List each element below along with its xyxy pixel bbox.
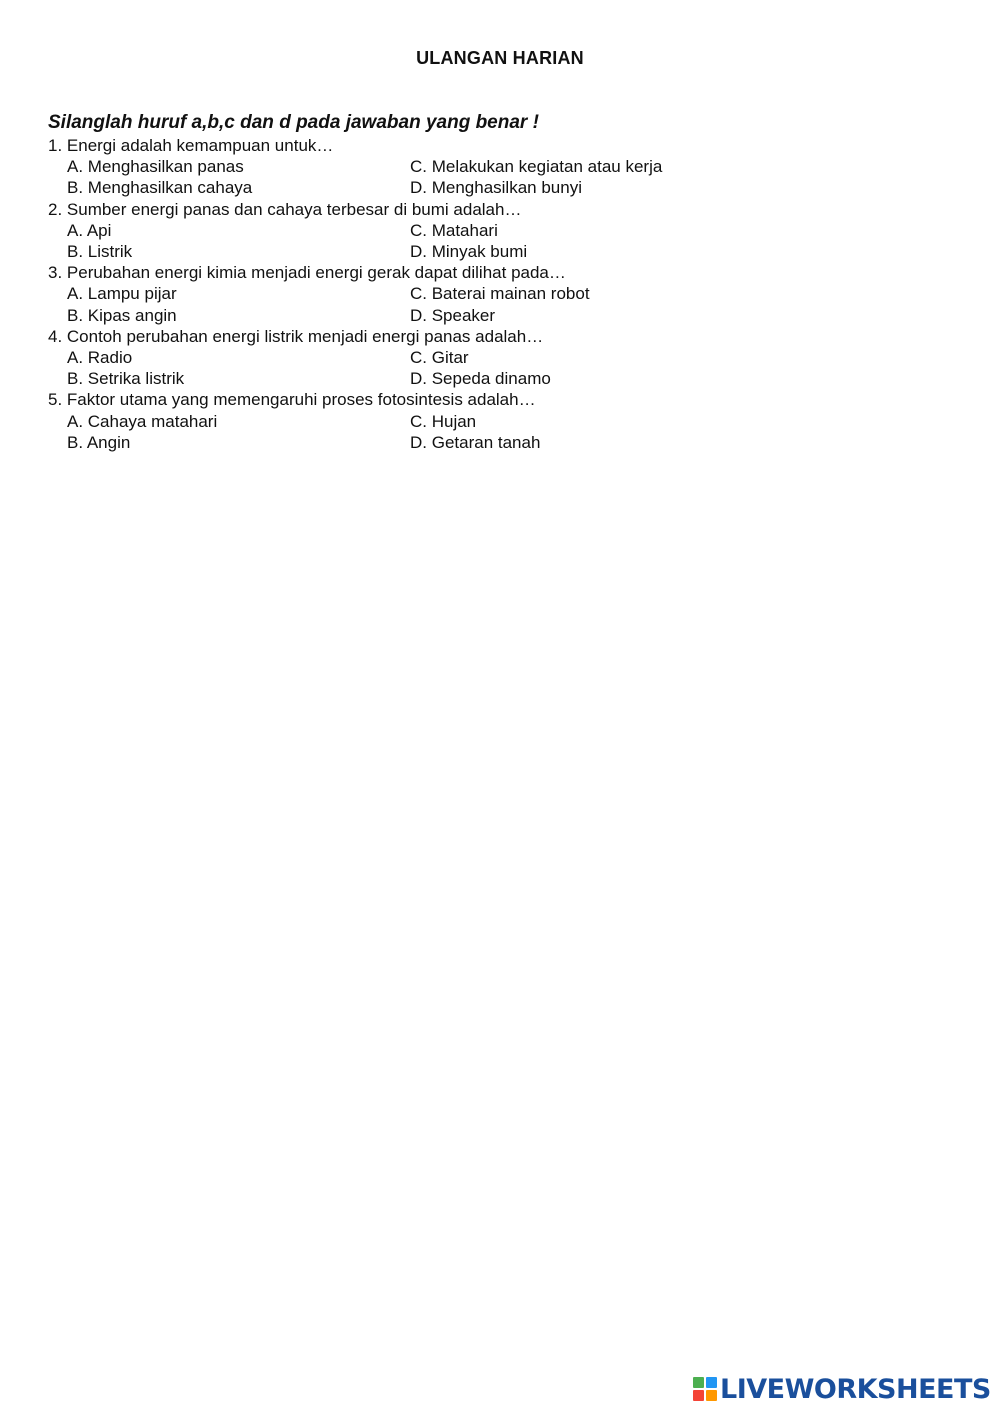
option-a[interactable]: A. Lampu pijar [67,284,177,304]
logo-text: LIVEWORKSHEETS [720,1373,991,1405]
question-text: 3. Perubahan energi kimia menjadi energi gerak dapat dilihat pada… [48,263,566,283]
option-c[interactable]: C. Matahari [410,220,498,240]
question-3 [48,262,948,326]
question-text: 2. Sumber energi panas dan cahaya terbesar di bumi adalah… [48,199,522,219]
option-b[interactable]: B. Angin [67,432,131,452]
option-c[interactable]: C. Melakukan kegiatan atau kerja [410,157,663,177]
option-b[interactable]: B. Setrika listrik [67,369,185,389]
option-b[interactable]: B. Menghasilkan cahaya [67,178,253,198]
option-b[interactable]: B. Listrik [67,241,133,261]
option-a[interactable]: A. Api [67,220,112,240]
liveworksheets-logo [693,1373,991,1405]
page-title: ULANGAN HARIAN [416,48,584,68]
question-text: 5. Faktor utama yang memengaruhi proses fotosintesis adalah… [48,390,536,410]
liveworksheets-logo-icon [693,1377,717,1401]
option-b[interactable]: B. Kipas angin [67,305,177,325]
question-4 [48,326,948,390]
option-a[interactable]: A. Menghasilkan panas [67,157,244,177]
option-c[interactable]: C. Gitar [410,347,469,367]
option-c[interactable]: C. Hujan [410,411,477,431]
question-text: 4. Contoh perubahan energi listrik menjadi energi panas adalah… [48,326,544,346]
option-d[interactable]: D. Minyak bumi [410,241,528,261]
question-1 [48,135,948,199]
option-c[interactable]: C. Baterai mainan robot [410,284,590,304]
option-d[interactable]: D. Menghasilkan bunyi [410,178,582,198]
instruction-text: Silanglah huruf a,b,c dan d pada jawaban yang benar ! [48,112,539,133]
question-2 [48,199,948,263]
option-d[interactable]: D. Speaker [410,305,496,325]
question-text: 1. Energi adalah kemampuan untuk… [48,136,334,155]
question-list [48,135,948,453]
option-d[interactable]: D. Sepeda dinamo [410,369,551,389]
option-d[interactable]: D. Getaran tanah [410,432,541,452]
question-5 [48,389,948,453]
option-a[interactable]: A. Cahaya matahari [67,411,218,431]
option-a[interactable]: A. Radio [67,347,133,367]
